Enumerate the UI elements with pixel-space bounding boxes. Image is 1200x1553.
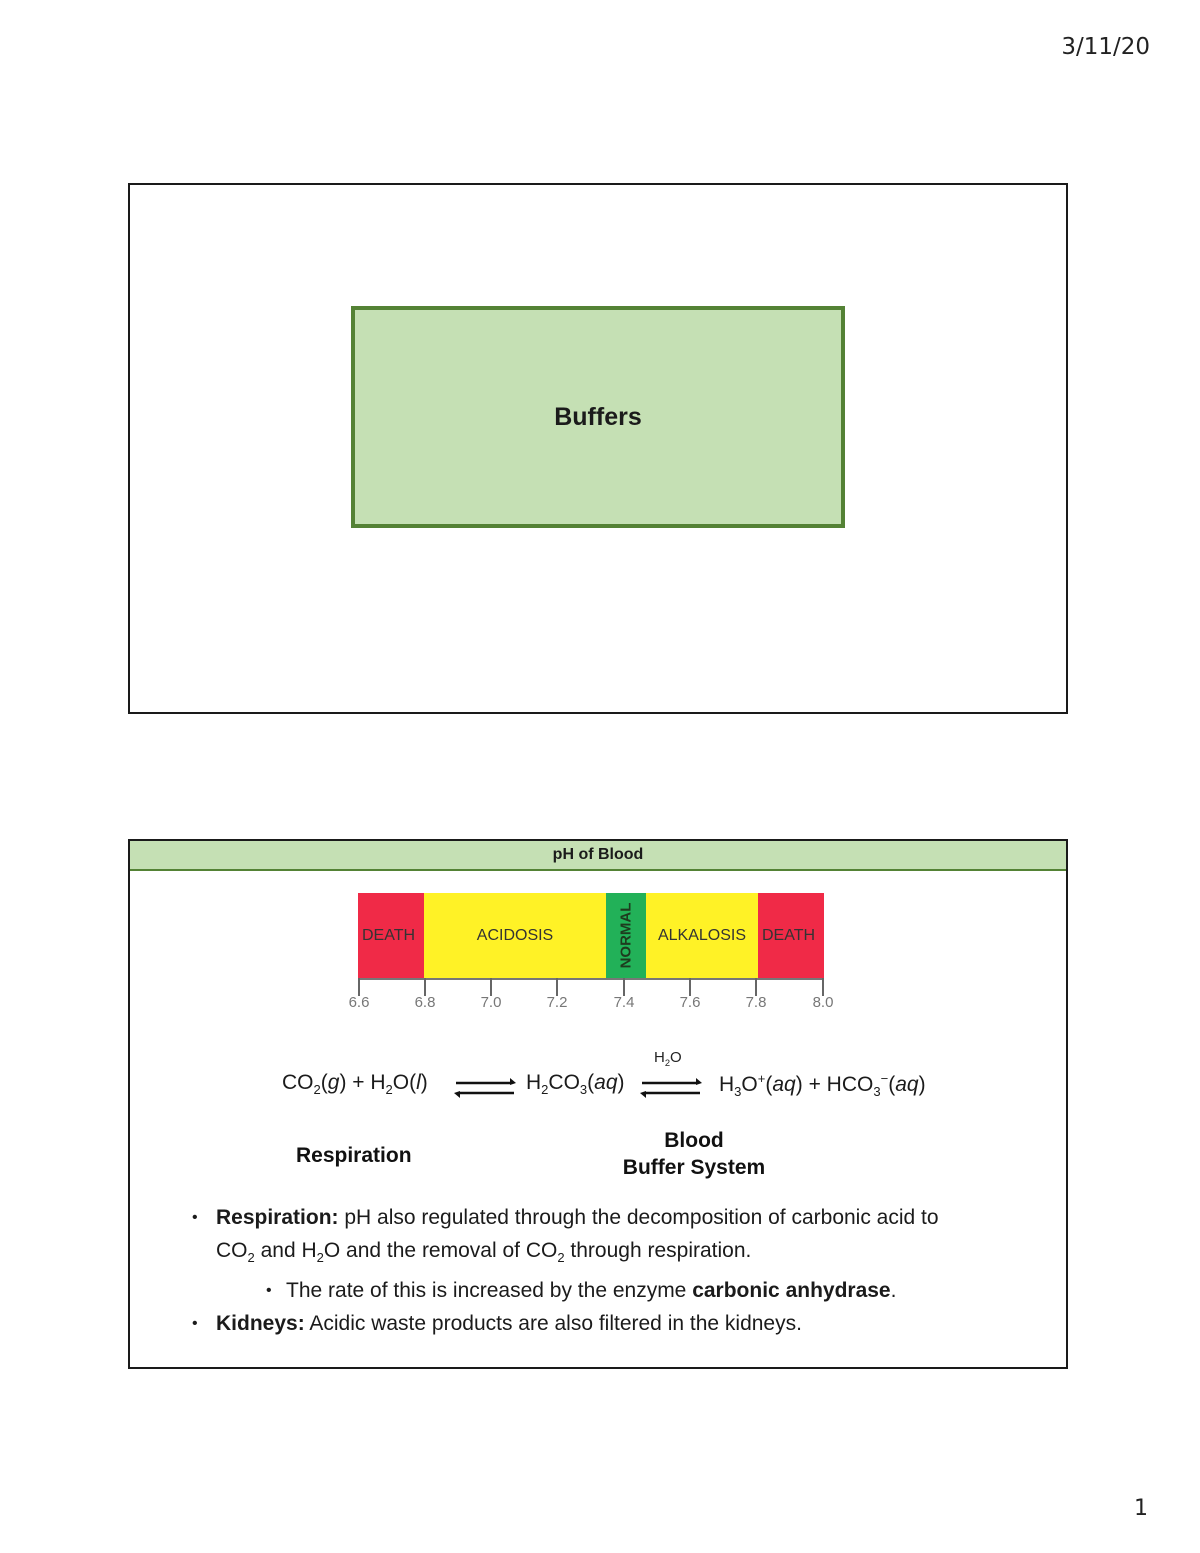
respiration-label: Respiration	[296, 1144, 412, 1167]
slide-header: pH of Blood	[130, 841, 1066, 871]
equilibrium-arrows-icon	[454, 1077, 516, 1099]
slide-ph-of-blood	[128, 839, 1068, 1369]
ph-tick-label: 7.8	[745, 994, 767, 1011]
ph-axis	[348, 978, 834, 1018]
ph-tick-label: 6.6	[348, 994, 370, 1011]
ph-segment-alkalosis: ALKALOSIS	[646, 893, 758, 978]
title-box	[351, 306, 845, 528]
ph-segment-acidosis: ACIDOSIS	[424, 893, 606, 978]
ph-tick-label: 7.0	[480, 994, 502, 1011]
ph-segment-death-low: DEATH	[358, 893, 424, 978]
slide-buffers	[128, 183, 1068, 714]
ph-scale-bar	[358, 893, 824, 978]
equation-products: $H_3O^+(aq) + HCO_3^-(aq)$	[719, 1071, 926, 1100]
date-header: 3/11/20	[1061, 34, 1150, 60]
equation-carbonic-acid: $H_2CO_3(aq)$	[526, 1071, 625, 1098]
blood-label-line2: Buffer System	[622, 1156, 766, 1179]
ph-tick-label: 8.0	[812, 994, 834, 1011]
ph-segment-normal	[606, 893, 646, 978]
slide-title: Buffers	[554, 402, 642, 431]
ph-segment-death-high: DEATH	[758, 893, 824, 978]
bullet-respiration: • Respiration: pH also regulated through the decomposition of carbonic acid to $CO_2$ and $H_2O$ and the removal of $CO_2$ through respiration.	[192, 1201, 1042, 1274]
equation-reactants: $CO_2(g) + H_2O(l)$	[282, 1071, 428, 1098]
ph-tick-label: 7.2	[546, 994, 568, 1011]
ph-tick-label: 6.8	[414, 994, 436, 1011]
bullet-dot-icon: •	[192, 1209, 198, 1226]
carbonic-acid-equation	[282, 1049, 982, 1109]
equation-catalyst-label: $H_2O$	[654, 1049, 682, 1068]
ph-tick-label: 7.4	[613, 994, 635, 1011]
bullet-carbonic-anhydrase: • The rate of this is increased by the enzyme carbonic anhydrase.	[192, 1274, 1042, 1307]
bullet-dot-icon: •	[266, 1282, 272, 1300]
ph-tick-label: 7.6	[679, 994, 701, 1011]
bullet-dot-icon: •	[192, 1315, 198, 1333]
blood-buffer-label	[604, 1127, 784, 1181]
page-number: 1	[1134, 1496, 1148, 1521]
bullet-list	[192, 1201, 1042, 1340]
equilibrium-arrows-icon	[640, 1077, 702, 1099]
bullet-kidneys: • Kidneys: Acidic waste products are also filtered in the kidneys.	[192, 1307, 1042, 1340]
ph-segment-normal-label: NORMAL	[617, 902, 635, 969]
blood-label-line1: Blood	[664, 1129, 724, 1152]
